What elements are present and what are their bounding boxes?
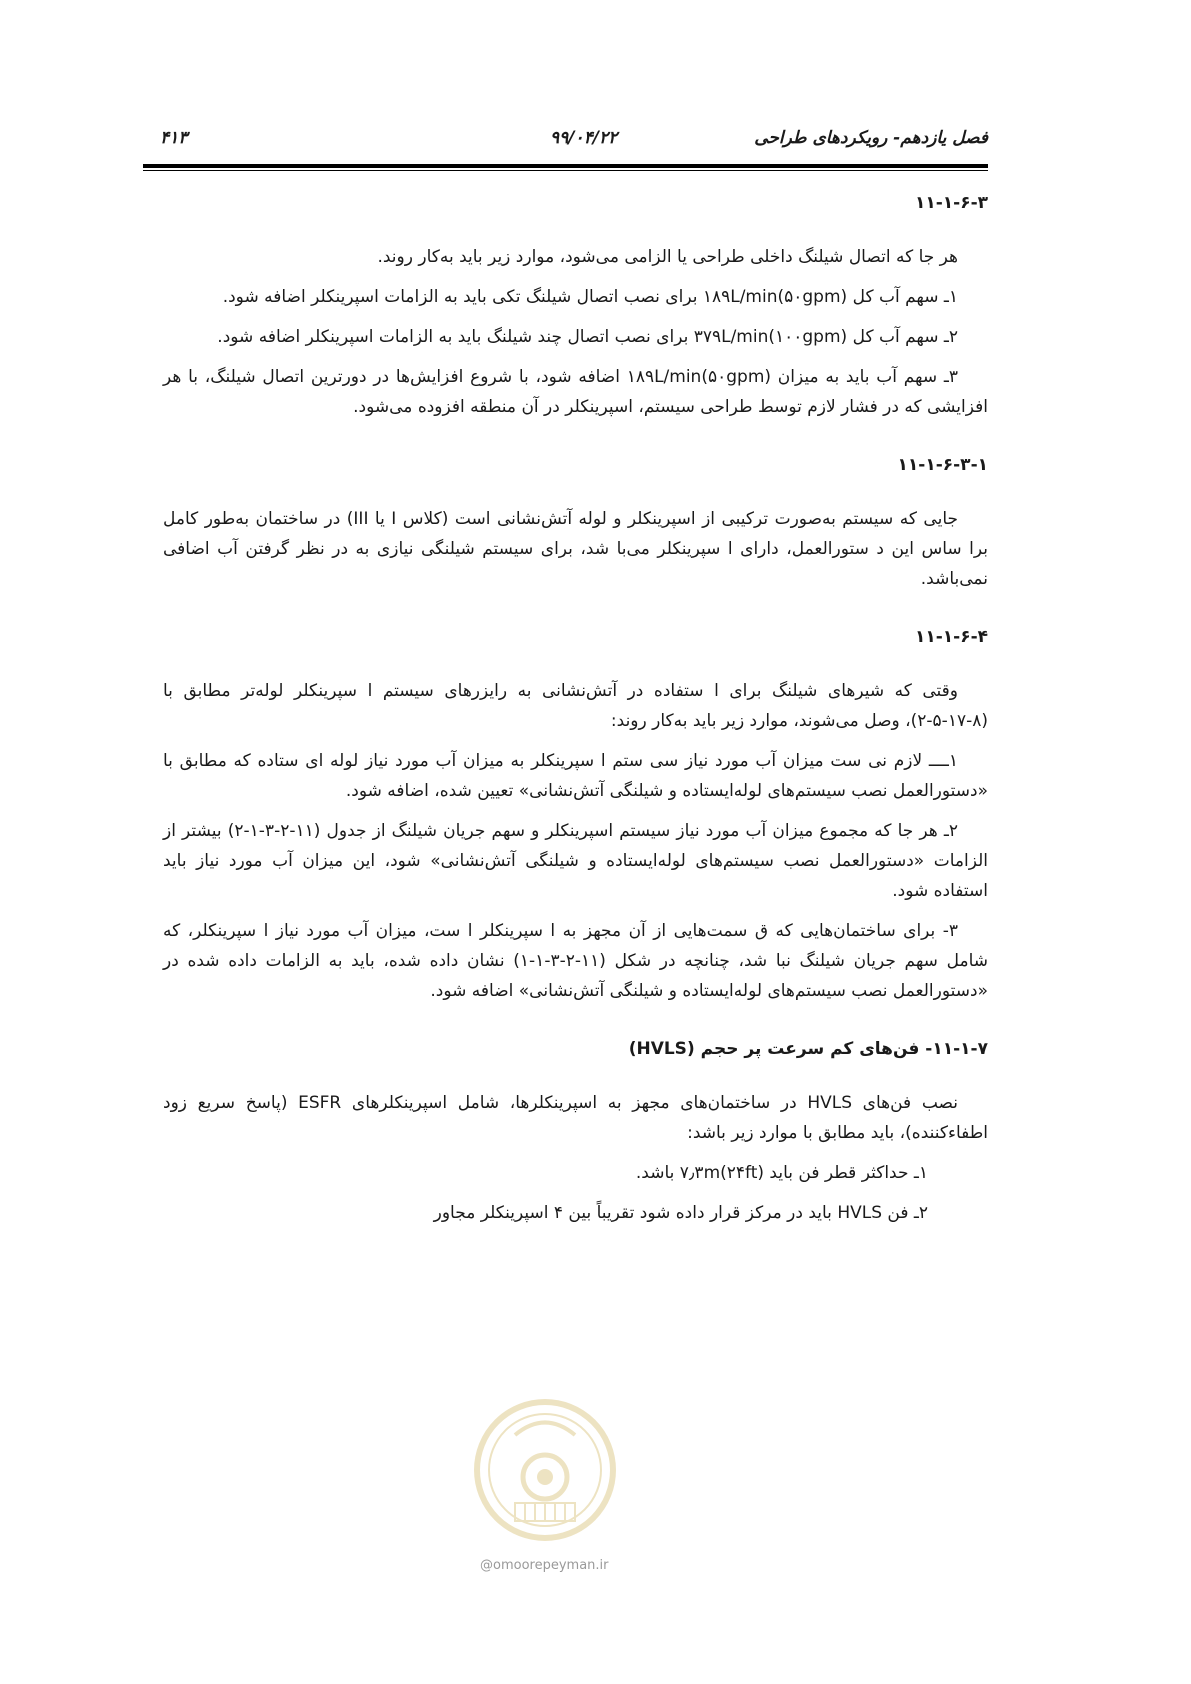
header-rule-thick (143, 164, 988, 168)
section-heading: ۱۱-۱-۶-۳ (914, 193, 988, 213)
paragraph: وقتی که شیرهای شیلنگ برای ا ستفاده در آتش‌نشانی به رایزرهای سیستم ا سپرینکلر لوله‌تر مطابق با (۸-۱۷-۵-۲)، وصل می‌شوند، موارد زیر باید به‌کار روند: (163, 681, 988, 731)
seal-logo-icon (470, 1395, 620, 1545)
list-item: ۳ـ سهم آب باید به میزان ۱۸۹L/min(۵۰gpm) اضافه شود، با شروع افزایش‌ها در دورترین اتصال شیلنگ، با هر افزایشی که در فشار لازم توسط طراحی سیستم، اسپرینکلر در آن منطقه افزوده می‌شود. (163, 367, 988, 417)
paragraph: جایی که سیستم به‌صورت ترکیبی از اسپرینکلر و لوله آتش‌نشانی است (کلاس I یا III) در ساختمان به‌طور کامل برا ساس این د ستورالعمل، دارای ا سپرینکلر می‌با شد، برای سیستم شیلنگی نیازی به در نظر گرفتن آب اضافی نمی‌باشد. (163, 509, 988, 589)
section-heading: ۱۱-۱-۶-۴ (914, 627, 988, 647)
paragraph: هر جا که اتصال شیلنگ داخلی طراحی یا الزامی می‌شود، موارد زیر باید به‌کار روند. (377, 247, 958, 267)
list-item: ۱ــــ لازم نی ست میزان آب مورد نیاز سی ستم ا سپرینکلر به میزان آب مورد نیاز لوله ای ستاده که مطابق با «دستورالعمل نصب سیستم‌های لوله‌ایستاده و شیلنگی آتش‌نشانی» تعیین شده، اضافه شود. (163, 751, 988, 801)
list-item: ۲ـ سهم آب کل ۳۷۹L/min(۱۰۰gpm) برای نصب اتصال چند شیلنگ باید به الزامات اسپرینکلر اضافه شود. (217, 327, 958, 347)
watermark-url: @omoorepeyman.ir (480, 1558, 609, 1573)
list-item: ۳- برای ساختمان‌هایی که ق سمت‌هایی از آن مجهز به ا سپرینکلر ا ست، میزان آب مورد نیاز ا سپرینکلر، که شامل سهم جریان شیلنگ نبا شد، چنانچه در شکل (۱۱-۲-۳-۱-۱) نشان داده شده، باید به الزامات داده شده در «دستورالعمل نصب سیستم‌های لوله‌ایستاده و شیلنگی آتش‌نشانی» اضافه شود. (163, 921, 988, 1001)
list-item: ۲ـ هر جا که مجموع میزان آب مورد نیاز سیستم اسپرینکلر و سهم جریان شیلنگ از جدول (۱۱-۲-۳-۱-۲) بیشتر از الزامات «دستورالعمل نصب سیستم‌های لوله‌ایستاده و شیلنگی آتش‌نشانی» شود، این میزان آب مورد نیاز باید استفاده شود. (163, 821, 988, 901)
header-date: ۹۹/۰۴/۲۲ (550, 128, 618, 148)
paragraph: نصب فن‌های HVLS در ساختمان‌های مجهز به اسپرینکلرها، شامل اسپرینکلرهای ESFR (پاسخ سریع زود اطفاءکننده)، باید مطابق با موارد زیر باشد: (163, 1093, 988, 1143)
section-heading: ۱۱-۱-۷- فن‌های کم سرعت پر حجم (HVLS) (628, 1039, 988, 1059)
list-item: ۲ـ فن HVLS باید در مرکز قرار داده شود تقریباً بین ۴ اسپرینکلر مجاور (433, 1203, 928, 1223)
section-heading: ۱۱-۱-۶-۳-۱ (897, 455, 988, 475)
page-number: ۴۱۳ (160, 128, 188, 148)
chapter-title: فصل یازدهم- رویکردهای طراحی (754, 128, 988, 148)
header-rule-thin (143, 170, 988, 171)
list-item: ۱ـ حداکثر قطر فن باید ۷٫۳m(۲۴ft) باشد. (635, 1163, 928, 1183)
list-item: ۱ـ سهم آب کل ۱۸۹L/min(۵۰gpm) برای نصب اتصال شیلنگ تکی باید به الزامات اسپرینکلر اضافه شود. (222, 287, 958, 307)
page-header (160, 128, 988, 158)
page-body (163, 188, 988, 1238)
